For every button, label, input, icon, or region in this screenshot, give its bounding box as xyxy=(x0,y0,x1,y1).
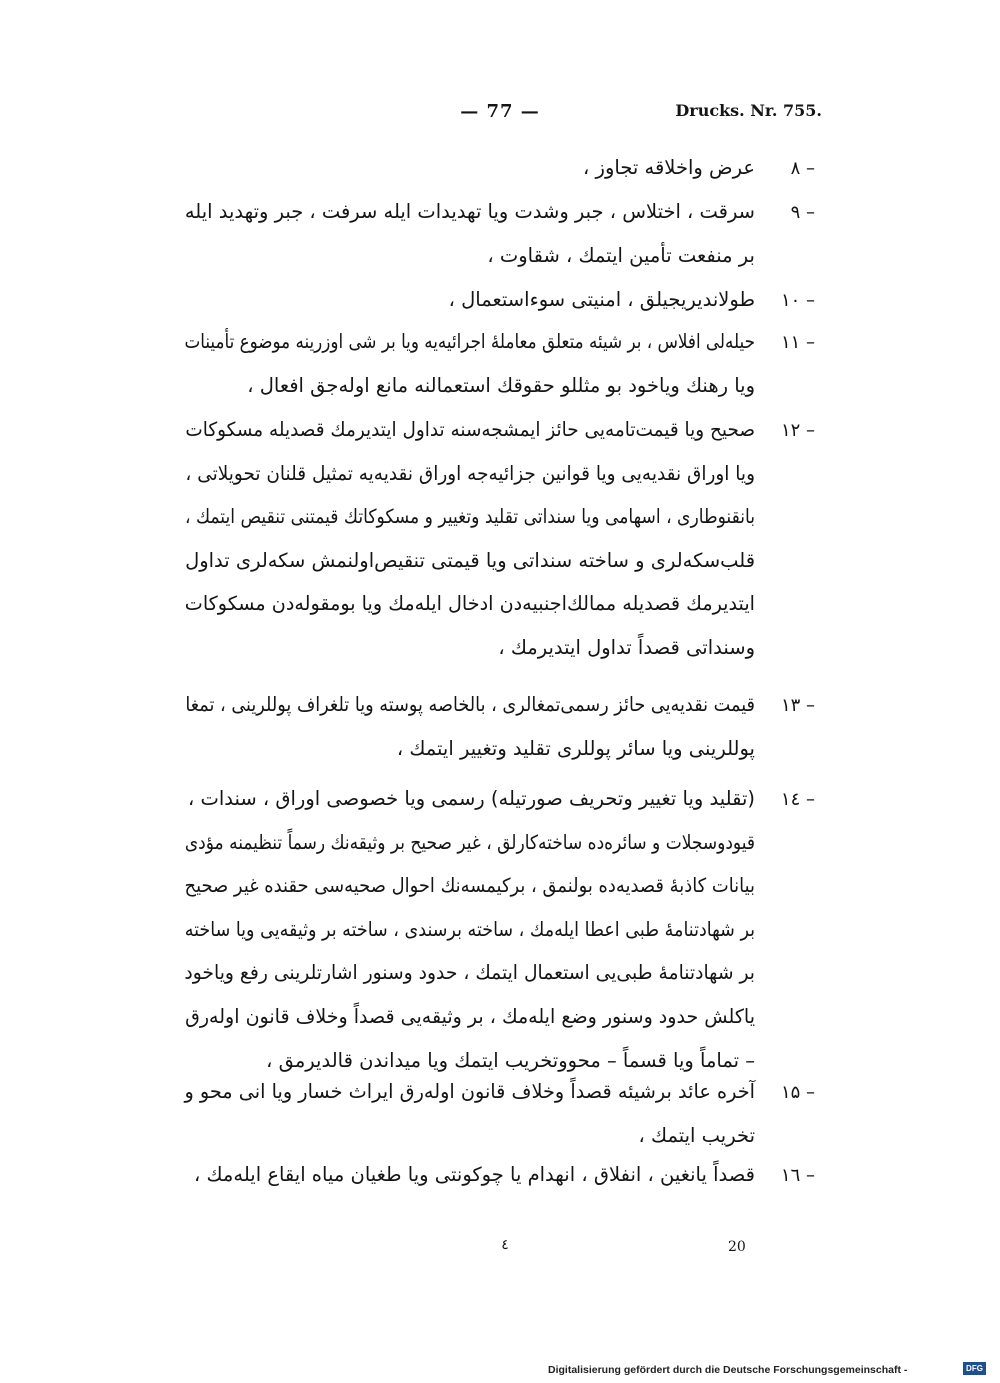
entry-text-line: بر شهادتنامهٔ طبی‌یی استعمال ایتمك ، حدود وسنور اشارتلرینی رفع ویاخود xyxy=(184,961,755,985)
entry-text-line: ویا رهنك ویاخود بو مثللو حقوقك استعمالنه مانع اوله‌جق افعال ، xyxy=(247,373,755,397)
entry-text-line: ایتدیرمك قصدیله ممالك‌اجنبیه‌دن ادخال ایله‌مك ویا بومقوله‌دن مسکوکات xyxy=(184,592,755,616)
entry-text-line: بانقنوطاری ، اسهامی ویا سنداتی تقلید وتغییر و مسکوکاتك قیمتنی تنقیص ایتمك ، xyxy=(185,505,755,529)
entry-text-line: عرض واخلاقه تجاوز ، xyxy=(583,156,755,179)
entry-text-line: قصداً یانغین ، انفلاق ، انهدام یا چوكونتی ویا طغیان میاه ایقاع ایله‌مك ، xyxy=(194,1163,755,1186)
entry-text-line: بر شهادتنامهٔ طبی اعطا ایله‌مك ، ساخته برسندی ، ساخته بر وثیقه‌یی ویا ساخته xyxy=(184,917,755,941)
entry-text-line: بیانات كاذبهٔ قصدیه‌ده بولنمق ، بركیمسه‌نك احوال صحیه‌سی حقنده غیر صحیح xyxy=(184,874,755,898)
entry-text-line: سرقت ، اختلاس ، جبر وشدت ویا تهدیدات ایله سرفت ، جبر وتهدید ایله xyxy=(184,200,755,223)
entry-text-line: قیودوسجلات و سائره‌ده ساخته‌كارلق ، غیر صحیح بر وثیقه‌نك رسماً تنظیمنه مؤدی xyxy=(184,830,756,854)
entry-text-line: (تقلید ویا تغییر وتحریف صورتیله) رسمی ویا خصوصی اوراق ، سندات ، xyxy=(187,787,755,810)
entry-text-line: وسنداتی قصداً تداول ایتدیرمك ، xyxy=(498,636,755,659)
document-reference: Drucks. Nr. 755. xyxy=(675,101,822,120)
entry-text-line: پوللرینی ویا سائر پوللری تقلید وتغییر ایتمك ، xyxy=(396,736,755,760)
entry-text-line: طولاندیریجیلق ، امنیتی سوءاستعمال ، xyxy=(448,288,755,311)
entry-number: ۱۳ – xyxy=(780,695,815,716)
entry-text-line: تخریب ایتمك ، xyxy=(638,1123,755,1147)
entry-number: ۱۱ – xyxy=(780,332,815,353)
entry-text-line: آخره عائد برشیئه قصداً وخلاف قانون اوله‌رق ایراث خسار ویا انی محو و xyxy=(184,1080,756,1103)
entry-text-line: صحیح ویا قیمت‌تامه‌یی حائز ایمشجه‌سنه تداول ایتدیرمك قصدیله مسکوکات xyxy=(185,418,755,441)
entry-number: ۱٤ – xyxy=(780,789,815,810)
entry-text-line: – تماماً ویا قسماً – محووتخریب ایتمك ویا میداندن قالدیرمق ، xyxy=(266,1048,755,1072)
page-number: — 77 — xyxy=(460,101,540,122)
digitization-credit: Digitalisierung gefördert durch die Deutsche Forschungsgemeinschaft - xyxy=(548,1364,908,1376)
entry-number: ۱٦ – xyxy=(780,1165,815,1186)
entry-text-line: قیمت نقدیه‌یی حائز رسمی‌تمغالری ، بالخاصه پوسته ویا تلغراف پوللرینی ، تمغا xyxy=(185,693,755,716)
entry-number: ۱۵ – xyxy=(780,1082,815,1103)
signature-mark-left: ٤ xyxy=(501,1237,509,1253)
entry-text-line: قلب‌سکه‌لری و ساخته سنداتی ویا قیمتی تنقیص‌اولنمش سکه‌لری تداول xyxy=(185,548,755,572)
entry-text-line: ویا اوراق نقدیه‌یی ویا قوانین جزائیه‌جه اوراق نقدیه‌یه تمثیل قلنان تحویلاتی ، xyxy=(185,461,755,485)
dfg-logo-icon: DFG xyxy=(963,1362,986,1375)
entry-number: ۱۲ – xyxy=(780,420,815,441)
entry-number: ۱۰ – xyxy=(780,290,815,311)
entry-number: ۹ – xyxy=(790,202,815,223)
entry-text-line: یاكلش حدود وسنور وضع ایله‌مك ، بر وثیقه‌یی قصداً وخلاف قانون اوله‌رق xyxy=(185,1005,755,1028)
entry-text-line: بر منفعت تأمین ایتمك ، شقاوت ، xyxy=(487,243,755,267)
signature-mark-right: 20 xyxy=(728,1239,746,1255)
entry-text-line: حیله‌لی افلاس ، بر شیئه متعلق معامله‌ٔ اجرائیه‌یه ویا بر شی اوزرینه موضوع تأمینات xyxy=(184,330,756,353)
entry-number: ۸ – xyxy=(790,158,815,179)
